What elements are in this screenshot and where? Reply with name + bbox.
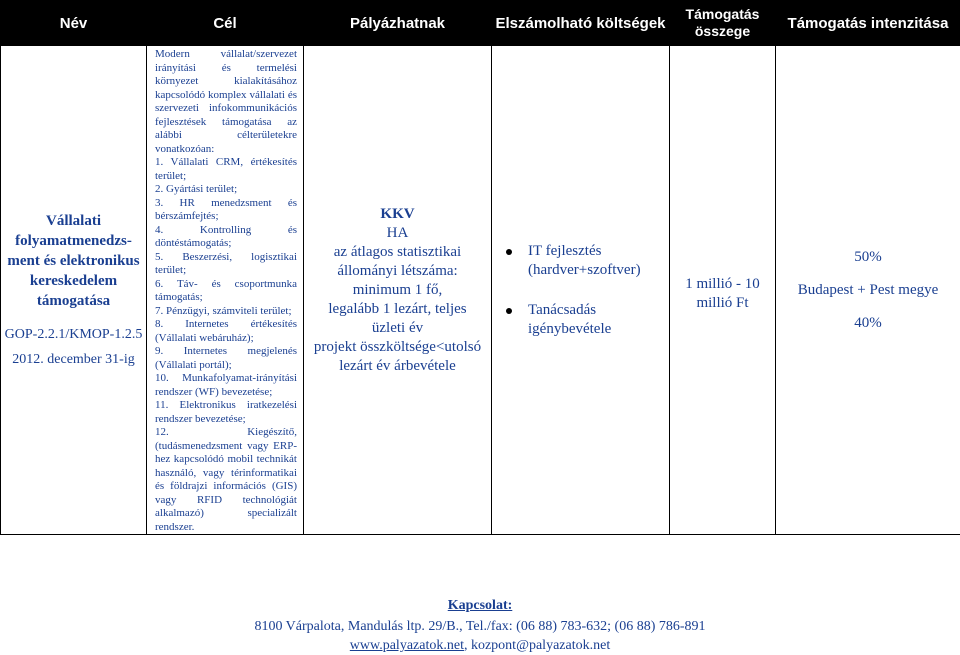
applicant-line: HA xyxy=(386,224,409,241)
cost-line2: (hardver+szoftver) xyxy=(528,261,641,278)
header-amount-line1: Támogatás xyxy=(685,6,760,22)
cell-applicants xyxy=(304,46,492,535)
goal-item: 12. Kiegészítő, (tudásmenedzsment vagy ERP-hez kapcsolódó mobil technikát használó, vagy térinformatikai és földrajzi információs (GIS) vagy RFID technológiát alkalmazó) specializált rendszer. xyxy=(155,426,297,533)
header-intensity: Támogatás intenzitása xyxy=(776,1,960,46)
header-amount-line2: összege xyxy=(694,23,751,39)
goal-item: 9. Internetes megjelenés (Vállalati portál); xyxy=(155,345,297,371)
header-amount xyxy=(670,1,776,46)
applicant-type: KKV xyxy=(380,205,415,222)
email-text: kozpont@palyazatok.net xyxy=(470,638,611,653)
contact-separator: , xyxy=(463,638,471,653)
goal-item: 3. HR menedzsment és bérszámfejtés; xyxy=(155,196,297,222)
applicant-line: üzleti év xyxy=(371,319,424,336)
list-item xyxy=(512,301,669,339)
contact-address: 8100 Várpalota, Mandulás ltp. 29/B., Tel./fax: (06 88) 783-632; (06 88) 786-891 xyxy=(254,619,706,634)
intensity-value: 40% xyxy=(854,314,882,331)
intensity-value: 50% xyxy=(854,248,882,265)
applicant-line: minimum 1 fő, xyxy=(352,281,443,298)
cell-goal xyxy=(147,46,304,535)
header-name: Név xyxy=(1,1,147,46)
bullet-icon xyxy=(506,249,512,255)
cell-amount xyxy=(670,46,776,535)
intensity-region: Budapest + Pest megye xyxy=(797,281,939,298)
cost-line2: igénybevétele xyxy=(528,320,612,337)
amount-line2: millió Ft xyxy=(696,295,749,311)
goal-intro: Modern vállalat/szervezet irányítási és termelési környezet kialakításához kapcsolódó komplex vállalati és szervezeti infokommunikációs fejlesztések támogatása az alábbi célterületekre vonatkozóan: xyxy=(155,48,297,155)
goal-item: 2. Gyártási terület; xyxy=(155,183,238,195)
goal-item: 1. Vállalati CRM, értékesítés terület; xyxy=(155,156,297,182)
contact-title: Kapcsolat: xyxy=(447,598,513,613)
header-costs: Elszámolható költségek xyxy=(492,1,670,46)
program-deadline: 2012. december 31-ig xyxy=(12,352,135,367)
applicant-line: lezárt év árbevétele xyxy=(339,357,456,374)
program-code: GOP-2.2.1/KMOP-1.2.5 xyxy=(4,327,143,342)
table-row xyxy=(1,46,960,535)
program-title: Vállalati folyamatmenedzs-ment és elektronikus kereskedelem támogatása xyxy=(7,213,140,309)
goal-item: 7. Pénzügyi, számviteli terület; xyxy=(155,304,292,317)
goal-item: 8. Internetes értékesítés (Vállalati webáruház); xyxy=(155,318,297,344)
costs-list xyxy=(492,242,669,339)
applicant-line: állományi létszáma: xyxy=(337,262,458,279)
header-applicants: Pályázhatnak xyxy=(304,1,492,46)
cell-name xyxy=(1,46,147,535)
applicant-line: projekt összköltsége<utolsó xyxy=(313,338,482,355)
amount-line1: 1 millió - 10 xyxy=(685,276,760,292)
applicant-line: az átlagos statisztikai xyxy=(333,243,462,260)
bullet-icon xyxy=(506,308,512,314)
header-row xyxy=(1,1,960,46)
cost-line1: IT fejlesztés xyxy=(528,242,602,259)
cell-intensity xyxy=(776,46,960,535)
website-link[interactable]: www.palyazatok.net xyxy=(349,638,464,653)
applicant-line: legalább 1 lezárt, teljes xyxy=(328,300,467,317)
contact-web xyxy=(0,638,960,654)
header-goal: Cél xyxy=(147,1,304,46)
goal-item: 6. Táv- és csoportmunka támogatás; xyxy=(155,277,297,303)
goal-item: 11. Elektronikus iratkezelési rendszer bevezetése; xyxy=(155,399,297,425)
list-item xyxy=(512,242,669,280)
goal-item: 10. Munkafolyamat-irányítási rendszer (WF) bevezetése; xyxy=(155,372,297,398)
cell-costs xyxy=(492,46,670,535)
goal-item: 5. Beszerzési, logisztikai terület; xyxy=(155,250,297,276)
goal-item: 4. Kontrolling és döntéstámogatás; xyxy=(155,223,297,249)
cost-line1: Tanácsadás xyxy=(528,301,597,318)
